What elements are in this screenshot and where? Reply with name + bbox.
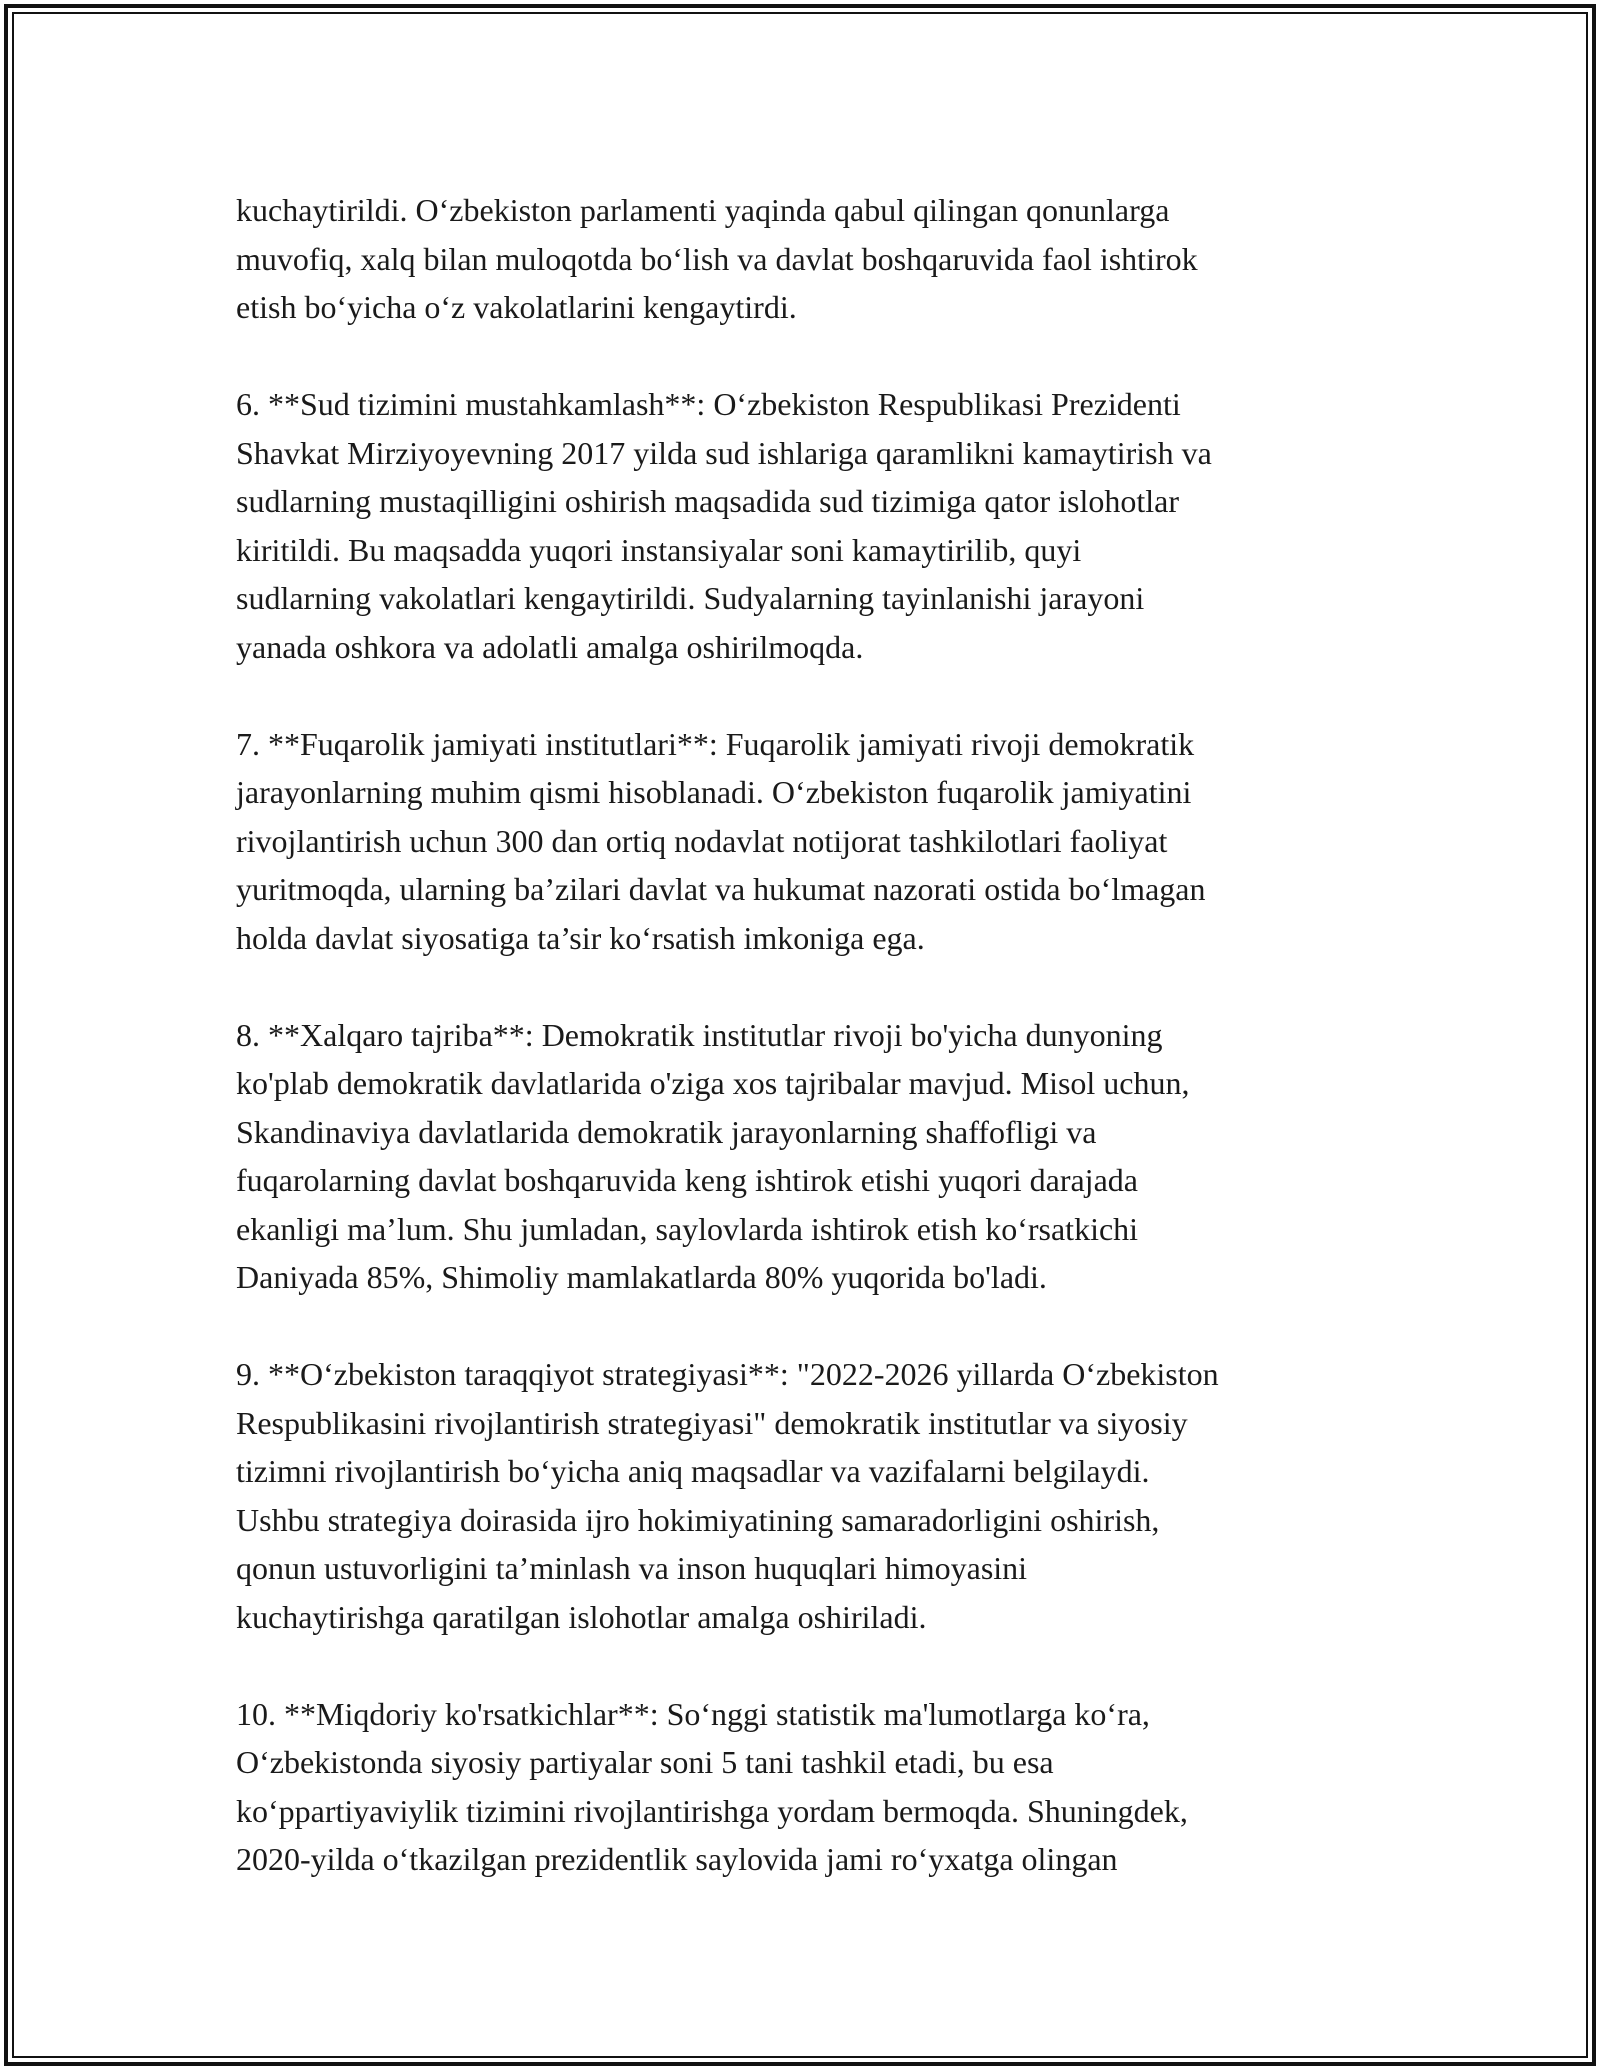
text-line: kiritildi. Bu maqsadda yuqori instansiyalar soni kamaytirilib, quyi — [236, 531, 1082, 568]
paragraph-item-9 — [236, 1350, 1436, 1641]
text-line: 9. **O‘zbekiston taraqqiyot strategiyasi**: "2022-2026 yillarda O‘zbekiston — [236, 1356, 1219, 1392]
paragraph-item-8 — [236, 1011, 1436, 1302]
text-line: Skandinaviya davlatlarida demokratik jarayonlarning shaffofligi va — [236, 1113, 1097, 1150]
text-line: yanada oshkora va adolatli amalga oshirilmoqda. — [236, 628, 864, 665]
paragraph-continuation — [236, 186, 1436, 332]
text-line: 8. **Xalqaro tajriba**: Demokratik institutlar rivoji bo'yicha dunyoning — [236, 1016, 1163, 1053]
paragraph-item-10 — [236, 1690, 1436, 1884]
paragraph-item-7 — [236, 720, 1436, 963]
text-line: tizimni rivojlantirish bo‘yicha aniq maqsadlar va vazifalarni belgilaydi. — [236, 1453, 1150, 1489]
text-line: kuchaytirildi. O‘zbekiston parlamenti yaqinda qabul qilingan qonunlarga — [236, 192, 1170, 228]
text-line: 6. **Sud tizimini mustahkamlash**: O‘zbekiston Respublikasi Prezidenti — [236, 386, 1181, 422]
text-line: Daniyada 85%, Shimoliy mamlakatlarda 80% yuqorida bo'ladi. — [236, 1259, 1047, 1295]
text-line: yuritmoqda, ularning ba’zilari davlat va hukumat nazorati ostida bo‘lmagan — [236, 871, 1206, 907]
text-line: Respublikasini rivojlantirish strategiyasi" demokratik institutlar va siyosiy — [236, 1404, 1188, 1441]
text-line: ko'plab demokratik davlatlarida o'ziga xos tajribalar mavjud. Misol uchun, — [236, 1065, 1190, 1101]
text-line: sudlarning vakolatlari kengaytirildi. Sudyalarning tayinlanishi jarayoni — [236, 580, 1145, 616]
text-line: muvofiq, xalq bilan muloqotda bo‘lish va davlat boshqaruvida faol ishtirok — [236, 240, 1198, 277]
text-line: etish bo‘yicha o‘z vakolatlarini kengaytirdi. — [236, 289, 797, 325]
text-line: 2020-yilda o‘tkazilgan prezidentlik saylovida jami ro‘yxatga olingan — [236, 1841, 1118, 1877]
text-line: ekanligi ma’lum. Shu jumladan, saylovlarda ishtirok etish ko‘rsatkichi — [236, 1210, 1139, 1247]
text-line: 10. **Miqdoriy ko'rsatkichlar**: So‘nggi statistik ma'lumotlarga ko‘ra, — [236, 1695, 1150, 1732]
text-line: Ushbu strategiya doirasida ijro hokimiyatining samaradorligini oshirish, — [236, 1501, 1160, 1538]
document-body — [236, 186, 1436, 1932]
text-line: O‘zbekistonda siyosiy partiyalar soni 5 tani tashkil etadi, bu esa — [236, 1744, 1054, 1780]
text-line: ko‘ppartiyaviylik tizimini rivojlantirishga yordam bermoqda. Shuningdek, — [236, 1792, 1188, 1829]
text-line: sudlarning mustaqilligini oshirish maqsadida sud tizimiga qator islohotlar — [236, 483, 1179, 519]
text-line: 7. **Fuqarolik jamiyati institutlari**: Fuqarolik jamiyati rivoji demokratik — [236, 725, 1195, 762]
paragraph-item-6 — [236, 380, 1436, 671]
text-line: kuchaytirishga qaratilgan islohotlar amalga oshiriladi. — [236, 1598, 927, 1635]
text-line: holda davlat siyosatiga ta’sir ko‘rsatish imkoniga ega. — [236, 919, 925, 956]
text-line: rivojlantirish uchun 300 dan ortiq nodavlat notijorat tashkilotlari faoliyat — [236, 822, 1168, 859]
text-line: fuqarolarning davlat boshqaruvida keng ishtirok etishi yuqori darajada — [236, 1162, 1138, 1198]
text-line: Shavkat Mirziyoyevning 2017 yilda sud ishlariga qaramlikni kamaytirish va — [236, 434, 1212, 471]
text-line: qonun ustuvorligini ta’minlash va inson huquqlari himoyasini — [236, 1550, 1028, 1586]
text-line: jarayonlarning muhim qismi hisoblanadi. O‘zbekiston fuqarolik jamiyatini — [236, 774, 1192, 810]
